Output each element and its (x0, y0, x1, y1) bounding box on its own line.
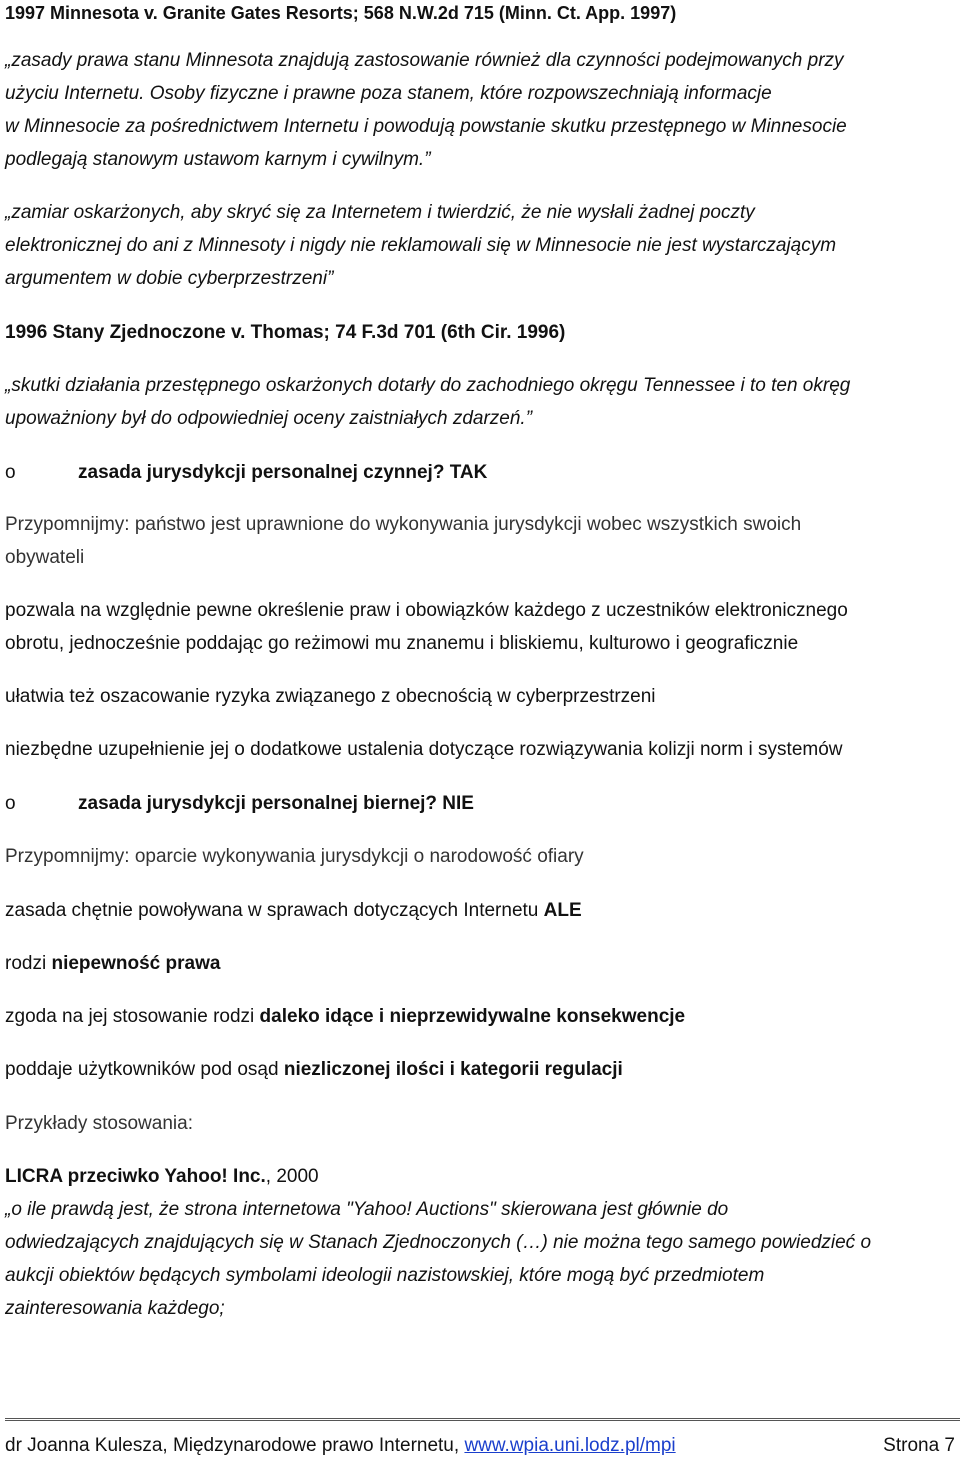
quote-line: „o ile prawdą jest, że strona internetowa "Yahoo! Auctions" skierowana jest głównie do (5, 1199, 729, 1220)
bullet-heading: zasada jurysdykcji personalnej biernej? NIE (78, 793, 474, 814)
quote-line: upoważniony był do odpowiedniej oceny zaistniałych zdarzeń.” (5, 408, 533, 429)
quote-line: odwiedzających znajdujących się w Stanach Zjednoczonych (…) nie można tego samego powiedzieć o (5, 1232, 872, 1253)
paragraph-line: niezbędne uzupełnienie jej o dodatkowe ustalenia dotyczące rozwiązywania kolizji norm i systemów (5, 739, 843, 760)
bullet-marker: o (5, 793, 16, 814)
paragraph-text: zgoda na jej stosowanie rodzi (5, 1006, 260, 1027)
paragraph-line (5, 900, 582, 922)
quote-line: podlegają stanowym ustawom karnym i cywilnym.” (5, 149, 431, 170)
quote-line: zainteresowania każdego; (5, 1298, 225, 1319)
quote-line: „zamiar oskarżonych, aby skryć się za Internetem i twierdzić, że nie wysłali żadnej poczty (5, 202, 755, 223)
case-name: LICRA przeciwko Yahoo! Inc. (5, 1166, 266, 1187)
paragraph-line: pozwala na względnie pewne określenie praw i obowiązków każdego z uczestników elektronicznego (5, 600, 848, 621)
case-heading-minnesota: 1997 Minnesota v. Granite Gates Resorts; 568 N.W.2d 715 (Minn. Ct. App. 1997) (5, 3, 677, 23)
paragraph-line (5, 953, 220, 975)
quote-line: użyciu Internetu. Osoby fizyczne i prawne poza stanem, które rozpowszechniają informacje (5, 83, 772, 104)
footer-divider (5, 1418, 960, 1421)
case-year: , 2000 (265, 1166, 319, 1187)
footer-link[interactable]: www.wpia.uni.lodz.pl/mpi (464, 1435, 676, 1456)
case-heading-licra (5, 1166, 319, 1188)
paragraph-text: rodzi (5, 953, 52, 974)
paragraph-text: zasada chętnie powoływana w sprawach dotyczących Internetu (5, 900, 544, 921)
bullet-active-jurisdiction (5, 462, 955, 484)
paragraph-line (5, 1059, 623, 1081)
case-heading-thomas: 1996 Stany Zjednoczone v. Thomas; 74 F.3d 701 (6th Cir. 1996) (5, 322, 566, 343)
footer-author (5, 1434, 676, 1458)
reminder-line: obywateli (5, 547, 85, 568)
quote-line: „zasady prawa stanu Minnesota znajdują zastosowanie również dla czynności podejmowanych przy (5, 50, 844, 71)
reminder-line: Przypomnijmy: oparcie wykonywania jurysdykcji o narodowość ofiary (5, 846, 584, 867)
emphasis-text: ALE (543, 900, 582, 921)
emphasis-text: niezliczonej ilości i kategorii regulacji (283, 1059, 623, 1080)
examples-label: Przykłady stosowania: (5, 1113, 193, 1134)
paragraph-line: obrotu, jednocześnie poddając go reżimowi mu znanemu i bliskiemu, kulturowo i geograficznie (5, 633, 799, 654)
paragraph-line: ułatwia też oszacowanie ryzyka związanego z obecnością w cyberprzestrzeni (5, 686, 656, 707)
quote-line: elektronicznej do ani z Minnesoty i nigdy nie reklamowali się w Minnesocie nie jest wystarczającym (5, 235, 837, 256)
emphasis-text: daleko idące i nieprzewidywalne konsekwencje (259, 1006, 686, 1027)
bullet-heading: zasada jurysdykcji personalnej czynnej? TAK (78, 462, 488, 483)
quote-line: „skutki działania przestępnego oskarżonych dotarły do zachodniego okręgu Tennessee i to ten okręg (5, 375, 851, 396)
page-number: Strona 7 (883, 1435, 955, 1456)
footer-author-text: dr Joanna Kulesza, Międzynarodowe prawo Internetu, (5, 1435, 465, 1456)
quote-line: w Minnesocie za pośrednictwem Internetu i powodują powstanie skutku przestępnego w Minnesocie (5, 116, 847, 137)
reminder-line: Przypomnijmy: państwo jest uprawnione do wykonywania jurysdykcji wobec wszystkich swoich (5, 514, 802, 535)
paragraph-text: poddaje użytkowników pod osąd (5, 1059, 284, 1080)
quote-line: argumentem w dobie cyberprzestrzeni” (5, 268, 334, 289)
emphasis-text: niepewność prawa (51, 953, 221, 974)
paragraph-line (5, 1006, 685, 1028)
quote-line: aukcji obiektów będących symbolami ideologii nazistowskiej, które mogą być przedmiotem (5, 1265, 765, 1286)
bullet-marker: o (5, 462, 16, 483)
page-footer (5, 1434, 955, 1458)
bullet-passive-jurisdiction (5, 793, 955, 815)
